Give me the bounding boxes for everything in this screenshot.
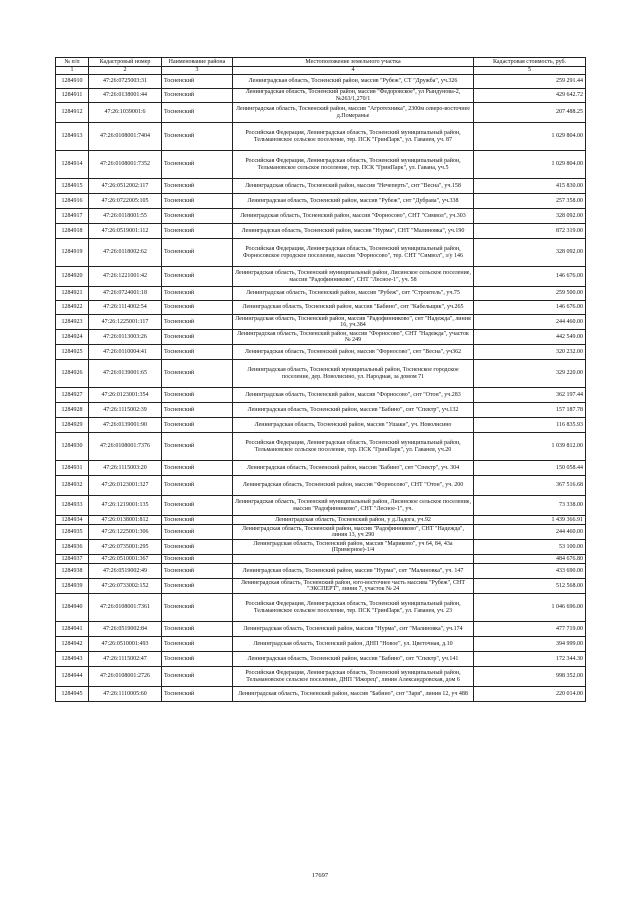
cadastral-number-cell: 47:26:0113003:26: [89, 330, 162, 345]
row-number-cell: 1284914: [56, 151, 89, 179]
table-row: [56, 179, 586, 194]
row-number-cell: 1284944: [56, 667, 89, 687]
cadastral-value-cell: 150 058.44: [474, 461, 586, 476]
cadastral-number-cell: 47:26:1225001:306: [89, 525, 162, 540]
address-cell: Ленинградская область, Тосненский район, массив "Нурма", СНТ "Малиновка", уч.190: [233, 224, 474, 239]
district-cell: Тосненский: [162, 652, 233, 667]
row-number-cell: 1284910: [56, 75, 89, 89]
table-row: [56, 301, 586, 315]
cadastral-value-cell: 329 220.00: [474, 360, 586, 388]
cadastral-value-cell: 415 830.00: [474, 179, 586, 194]
table-row: [56, 540, 586, 555]
district-cell: Тосненский: [162, 301, 233, 315]
cadastral-value-cell: 73 338.00: [474, 496, 586, 516]
cadastral-value-cell: 1 029 804.00: [474, 123, 586, 151]
cadastral-value-cell: 207 488.25: [474, 103, 586, 123]
cadastral-number-cell: 47:26:0519002:49: [89, 564, 162, 579]
address-cell: Ленинградская область, Тосненский район, ДНП "Новое", ул. Цветочная, д.10: [233, 637, 474, 652]
address-cell: Российская Федерация, Ленинградская область, Тосненский муниципальный район, Тельмановское сельское поселение, ДНП "Ижорец", линия Александровская, дом 6: [233, 667, 474, 687]
col-header-number: № п/п: [56, 58, 89, 67]
cadastral-value-cell: 328 092.00: [474, 239, 586, 267]
cadastral-value-cell: 484 676.80: [474, 555, 586, 564]
row-number-cell: 1284926: [56, 360, 89, 388]
cadastral-value-cell: 328 092.00: [474, 209, 586, 224]
table-row: [56, 239, 586, 267]
address-cell: Ленинградская область, Тосненский район, массив "Бабино", снт "Заря", линия 12, уч 488: [233, 687, 474, 702]
col-header-value: Кадастровая стоимость, руб.: [474, 58, 586, 67]
district-cell: Тосненский: [162, 622, 233, 637]
table-row: [56, 496, 586, 516]
cadastral-value-table: [55, 57, 586, 702]
cadastral-number-cell: 47:26:1115003:20: [89, 461, 162, 476]
table-row: [56, 103, 586, 123]
table-row: [56, 224, 586, 239]
cadastral-value-cell: 872 319.00: [474, 224, 586, 239]
row-number-cell: 1284943: [56, 652, 89, 667]
district-cell: Тосненский: [162, 287, 233, 301]
cadastral-value-cell: 259 291.44: [474, 75, 586, 89]
table-row: [56, 287, 586, 301]
cadastral-number-cell: 47:26:0722005:105: [89, 194, 162, 209]
district-cell: Тосненский: [162, 388, 233, 403]
district-cell: Тосненский: [162, 461, 233, 476]
address-cell: Российская Федерация, Ленинградская область, Тосненский муниципальный район, Форносовское городское поселение, массив "Форносово", тер. СНТ "Символ", з/у 146: [233, 239, 474, 267]
row-number-cell: 1284942: [56, 637, 89, 652]
table-row: [56, 194, 586, 209]
table-header: [56, 58, 586, 75]
district-cell: Тосненский: [162, 345, 233, 360]
row-number-cell: 1284915: [56, 179, 89, 194]
cadastral-number-cell: 47:26:1114002:54: [89, 301, 162, 315]
row-number-cell: 1284936: [56, 540, 89, 555]
table-row: [56, 461, 586, 476]
address-cell: Ленинградская область, Тосненский район, массив "Бабино", снт "Кабельщик", уч.265: [233, 301, 474, 315]
cadastral-value-cell: 244 460.00: [474, 525, 586, 540]
address-cell: Ленинградская область, Тосненский район, массив "Агротехника", 2300м северо-восточнее д.Померанье: [233, 103, 474, 123]
cadastral-value-cell: 362 197.44: [474, 388, 586, 403]
cadastral-number-cell: 47:26:0510001:367: [89, 555, 162, 564]
row-number-cell: 1284933: [56, 496, 89, 516]
cadastral-number-cell: 47:26:0108001:7404: [89, 123, 162, 151]
cadastral-value-cell: 429 642.72: [474, 89, 586, 103]
table-row: [56, 360, 586, 388]
column-index: 4: [233, 67, 474, 75]
table-row: [56, 123, 586, 151]
table-row: [56, 209, 586, 224]
cadastral-number-cell: 47:26:0724001:18: [89, 287, 162, 301]
address-cell: Ленинградская область, Тосненский муниципальный район, Тосненское городское поселение, дер. Новолисино, ул. Народная, за домом 71: [233, 360, 474, 388]
district-cell: Тосненский: [162, 75, 233, 89]
table-row: [56, 564, 586, 579]
row-number-cell: 1284913: [56, 123, 89, 151]
address-cell: Ленинградская область, Тосненский район, массив "Радофинниково", снт "Надежда", линия 16, уч.384: [233, 315, 474, 330]
cadastral-value-cell: 1 039 812.00: [474, 433, 586, 461]
table-row: [56, 75, 586, 89]
table-body: [56, 75, 586, 702]
address-cell: Ленинградская область, Тосненский район, юго-восточнее часть массива "Рубеж", СНТ "ЭКСПЕРТ", линия 7, участок № 24: [233, 579, 474, 594]
address-cell: Ленинградская область, Тосненский муниципальный район, Лисинское сельское поселение, массив "Радофинниково", СНТ "Лесное-1", уч. 58: [233, 267, 474, 287]
row-number-cell: 1284918: [56, 224, 89, 239]
table-row: [56, 403, 586, 418]
cadastral-number-cell: 47:26:0108001:2726: [89, 667, 162, 687]
address-cell: Ленинградская область, Тосненский район, массив "Радофинниково", СНТ "Надежда", линия 13, уч 290: [233, 525, 474, 540]
address-cell: Российская Федерация, Ленинградская область, Тосненский муниципальный район, Тельмановское сельское поселение, тер. ПСК "ГринПарк", ул. Гавана, уч.5: [233, 151, 474, 179]
cadastral-number-cell: 47:26:1110005:60: [89, 687, 162, 702]
cadastral-number-cell: 47:26:1115002:47: [89, 652, 162, 667]
row-number-cell: 1284932: [56, 476, 89, 496]
table-row: [56, 516, 586, 525]
district-cell: Тосненский: [162, 179, 233, 194]
cadastral-number-cell: 47:26:0725003:31: [89, 75, 162, 89]
cadastral-number-cell: 47:26:0108001:7352: [89, 151, 162, 179]
row-number-cell: 1284931: [56, 461, 89, 476]
cadastral-value-cell: 259 500.00: [474, 287, 586, 301]
district-cell: Тосненский: [162, 224, 233, 239]
district-cell: Тосненский: [162, 151, 233, 179]
district-cell: Тосненский: [162, 209, 233, 224]
row-number-cell: 1284929: [56, 418, 89, 433]
cadastral-number-cell: 47:26:0512002:117: [89, 179, 162, 194]
cadastral-number-cell: 47:26:1039001:6: [89, 103, 162, 123]
column-index: 2: [89, 67, 162, 75]
district-cell: Тосненский: [162, 315, 233, 330]
cadastral-number-cell: 47:26:0108001:7361: [89, 594, 162, 622]
address-cell: Ленинградская область, Тосненский район, массив "Форносово", снт "Весна", уч362: [233, 345, 474, 360]
cadastral-number-cell: 47:26:0110004:41: [89, 345, 162, 360]
table-row: [56, 433, 586, 461]
cadastral-number-cell: 47:26:1219001:135: [89, 496, 162, 516]
table-row: [56, 637, 586, 652]
address-cell: Ленинградская область, Тосненский район, массив "Мариково", уч 64, 84, 43а (Примерное)-1/4: [233, 540, 474, 555]
cadastral-value-cell: 442 549.00: [474, 330, 586, 345]
address-cell: [233, 555, 474, 564]
row-number-cell: 1284934: [56, 516, 89, 525]
district-cell: Тосненский: [162, 330, 233, 345]
district-cell: Тосненский: [162, 496, 233, 516]
district-cell: Тосненский: [162, 594, 233, 622]
address-cell: Ленинградская область, Тосненский район, массив "Форносово", снт "Отон", уч.283: [233, 388, 474, 403]
district-cell: Тосненский: [162, 564, 233, 579]
col-header-district: Наименование района: [162, 58, 233, 67]
district-cell: Тосненский: [162, 123, 233, 151]
table-row: [56, 579, 586, 594]
cadastral-number-cell: 47:26:0733002:152: [89, 579, 162, 594]
row-number-cell: 1284927: [56, 388, 89, 403]
table-row: [56, 315, 586, 330]
address-cell: Ленинградская область, Тосненский район, массив "Федоровское", ул Рындунова-2, №263/1,270/1: [233, 89, 474, 103]
district-cell: Тосненский: [162, 667, 233, 687]
row-number-cell: 1284912: [56, 103, 89, 123]
row-number-cell: 1284939: [56, 579, 89, 594]
table-row: [56, 345, 586, 360]
table-row: [56, 476, 586, 496]
district-cell: Тосненский: [162, 476, 233, 496]
table-row: [56, 652, 586, 667]
district-cell: Тосненский: [162, 194, 233, 209]
address-cell: Ленинградская область, Тосненский район, массив "Бабино", снт "Спектр", уч. 304: [233, 461, 474, 476]
district-cell: Тосненский: [162, 637, 233, 652]
address-cell: Российская Федерация, Ленинградская область, Тосненский муниципальный район, Тельмановское сельское поселение, тер. ПСК "ГринПарк", ул. Гаванея, уч.20: [233, 433, 474, 461]
cadastral-number-cell: 47:26:0139001:90: [89, 418, 162, 433]
cadastral-number-cell: 47:26:0510001:493: [89, 637, 162, 652]
column-index-row: [56, 67, 586, 75]
table-row: [56, 525, 586, 540]
cadastral-value-cell: 116 835.93: [474, 418, 586, 433]
district-cell: Тосненский: [162, 555, 233, 564]
cadastral-value-cell: 172 344.30: [474, 652, 586, 667]
cadastral-number-cell: 47:26:1225001:117: [89, 315, 162, 330]
table-row: [56, 89, 586, 103]
address-cell: Российская Федерация, Ленинградская область, Тосненский муниципальный район, Тельмановское сельское поселение, тер. ПСК "ГринПарк", ул. Гаванея, уч. 87: [233, 123, 474, 151]
cadastral-number-cell: 47:26:0139001:65: [89, 360, 162, 388]
cadastral-number-cell: 47:26:0108001:7376: [89, 433, 162, 461]
row-number-cell: 1284919: [56, 239, 89, 267]
address-cell: Ленинградская область, Тосненский район, массив "Форносово", СНТ "Символ", уч.303: [233, 209, 474, 224]
cadastral-number-cell: 47:26:0123001:354: [89, 388, 162, 403]
col-header-cadastral-number: Кадастровый номер: [89, 58, 162, 67]
cadastral-number-cell: 47:26:0519001:112: [89, 224, 162, 239]
cadastral-number-cell: 47:26:0118001:55: [89, 209, 162, 224]
address-cell: Ленинградская область, Тосненский район, массив "Бабино", снт "Спектр", уч.141: [233, 652, 474, 667]
row-number-cell: 1284922: [56, 301, 89, 315]
cadastral-value-cell: 512 568.00: [474, 579, 586, 594]
cadastral-value-cell: 146 676.00: [474, 301, 586, 315]
district-cell: Тосненский: [162, 103, 233, 123]
district-cell: Тосненский: [162, 267, 233, 287]
cadastral-number-cell: 47:26:0138001:44: [89, 89, 162, 103]
cadastral-value-cell: 394 999.00: [474, 637, 586, 652]
district-cell: Тосненский: [162, 433, 233, 461]
cadastral-value-cell: 53 100.00: [474, 540, 586, 555]
address-cell: Ленинградская область, Тосненский район, массив "Нурма", снт "Малиновка", уч. 147: [233, 564, 474, 579]
row-number-cell: 1284940: [56, 594, 89, 622]
row-number-cell: 1284937: [56, 555, 89, 564]
address-cell: Ленинградская область, Тосненский район, массив "Рубеж", снт "Строитель", уч.75: [233, 287, 474, 301]
table-row: [56, 388, 586, 403]
district-cell: Тосненский: [162, 418, 233, 433]
district-cell: Тосненский: [162, 525, 233, 540]
row-number-cell: 1284911: [56, 89, 89, 103]
table-row: [56, 622, 586, 637]
cadastral-value-cell: 257 358.00: [474, 194, 586, 209]
row-number-cell: 1284921: [56, 287, 89, 301]
cadastral-value-cell: 220 014.00: [474, 687, 586, 702]
row-number-cell: 1284938: [56, 564, 89, 579]
row-number-cell: 1284925: [56, 345, 89, 360]
cadastral-number-cell: 47:26:0123001:327: [89, 476, 162, 496]
row-number-cell: 1284941: [56, 622, 89, 637]
row-number-cell: 1284924: [56, 330, 89, 345]
district-cell: Тосненский: [162, 239, 233, 267]
address-cell: Ленинградская область, Тосненский район, массив "Нечеперть", снт "Весна", уч.158: [233, 179, 474, 194]
row-number-cell: 1284945: [56, 687, 89, 702]
district-cell: Тосненский: [162, 687, 233, 702]
cadastral-value-cell: 998 352.00: [474, 667, 586, 687]
address-cell: Ленинградская область, Тосненский муниципальный район, Лисинское сельское поселение, массив "Радофинниково", СНТ "Лесное-1", уч.: [233, 496, 474, 516]
address-cell: Ленинградская область, Тосненский район, массив "Рубеж", СТ "Дружба", уч.326: [233, 75, 474, 89]
cadastral-value-cell: 157 187.78: [474, 403, 586, 418]
cadastral-value-cell: 433 690.00: [474, 564, 586, 579]
cadastral-value-cell: 320 232.00: [474, 345, 586, 360]
address-cell: Ленинградская область, Тосненский район, массив "Ушаки", уч. Новолисино: [233, 418, 474, 433]
row-number-cell: 1284928: [56, 403, 89, 418]
cadastral-value-cell: 1 439 366.91: [474, 516, 586, 525]
column-index: 3: [162, 67, 233, 75]
row-number-cell: 1284930: [56, 433, 89, 461]
column-index: 5: [474, 67, 586, 75]
cadastral-value-cell: 1 046 696.00: [474, 594, 586, 622]
cadastral-number-cell: 47:26:1221001:42: [89, 267, 162, 287]
cadastral-value-cell: 244 460.00: [474, 315, 586, 330]
row-number-cell: 1284916: [56, 194, 89, 209]
address-cell: Ленинградская область, Тосненский район, массив "Форносово", СНТ "Отон", уч. 200: [233, 476, 474, 496]
row-number-cell: 1284923: [56, 315, 89, 330]
cadastral-value-cell: 367 516.68: [474, 476, 586, 496]
district-cell: Тосненский: [162, 516, 233, 525]
row-number-cell: 1284917: [56, 209, 89, 224]
page-number: 17697: [311, 872, 329, 879]
cadastral-number-cell: 47:26:0519002:84: [89, 622, 162, 637]
district-cell: Тосненский: [162, 540, 233, 555]
table-row: [56, 151, 586, 179]
address-cell: Ленинградская область, Тосненский район, массив "Нурма", снт "Малиновка", уч.174: [233, 622, 474, 637]
row-number-cell: 1284935: [56, 525, 89, 540]
address-cell: Российская Федерация, Ленинградская область, Тосненский муниципальный район, Тельмановское сельское поселение, тер. ПСК "ГринПарк", ул. Гаванея, уч. 23: [233, 594, 474, 622]
table-row: [56, 667, 586, 687]
cadastral-number-cell: 47:26:0735001:295: [89, 540, 162, 555]
address-cell: Ленинградская область, Тосненский район, у д.Ладога, уч.92: [233, 516, 474, 525]
cadastral-number-cell: 47:26:1115002:39: [89, 403, 162, 418]
table-row: [56, 418, 586, 433]
table-row: [56, 267, 586, 287]
row-number-cell: 1284920: [56, 267, 89, 287]
column-index: 1: [56, 67, 89, 75]
table-row: [56, 330, 586, 345]
district-cell: Тосненский: [162, 579, 233, 594]
table-row: [56, 555, 586, 564]
cadastral-value-cell: 146 676.00: [474, 267, 586, 287]
district-cell: Тосненский: [162, 403, 233, 418]
district-cell: Тосненский: [162, 360, 233, 388]
cadastral-value-cell: 1 029 804.00: [474, 151, 586, 179]
col-header-address: Местоположение земельного участка: [233, 58, 474, 67]
table-row: [56, 687, 586, 702]
address-cell: Ленинградская область, Тосненский район, массив "Форносово", СНТ "Надежда", участок № 249: [233, 330, 474, 345]
cadastral-value-cell: 477 719.00: [474, 622, 586, 637]
cadastral-number-cell: 47:26:0118002:62: [89, 239, 162, 267]
table-row: [56, 594, 586, 622]
cadastral-number-cell: 47:26:0138001:812: [89, 516, 162, 525]
address-cell: Ленинградская область, Тосненский район, массив "Рубеж", снт "Дубрава", уч.338: [233, 194, 474, 209]
address-cell: Ленинградская область, Тосненский район, массив "Бабино", снт "Спектр", уч.132: [233, 403, 474, 418]
district-cell: Тосненский: [162, 89, 233, 103]
